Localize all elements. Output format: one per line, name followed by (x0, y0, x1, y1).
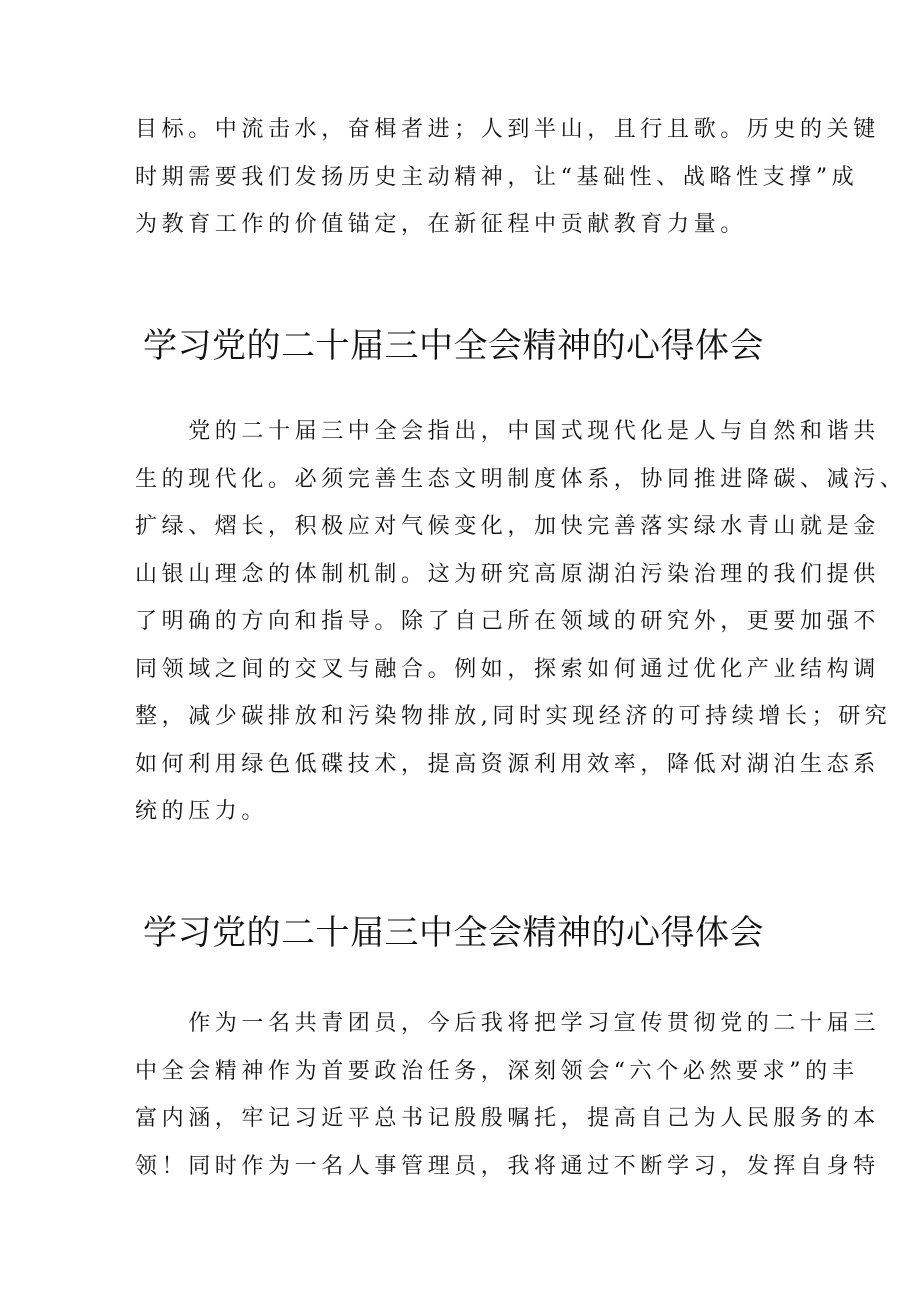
paragraph-line: 整，减少碳排放和污染物排放,同时实现经济的可持续增长；研究 (135, 704, 892, 729)
section-heading: 学习党的二十届三中全会精神的心得体会 (143, 913, 764, 953)
paragraph-line: 生的现代化。必须完善生态文明制度体系，协同推进降碳、减污、 (135, 466, 907, 492)
paragraph-line: 领！同时作为一名人事管理员，我将通过不断学习，发挥自身特 (135, 1153, 880, 1179)
paragraph-line: 作为一名共青团员，今后我将把学习宣传贯彻党的二十届三 (135, 1011, 880, 1036)
paragraph-line: 如何利用绿色低碟技术，提高资源利用效率，降低对湖泊生态系 (135, 751, 880, 777)
paragraph-line: 统的压力。 (135, 799, 269, 824)
section-paragraph (135, 408, 907, 836)
paragraph-line: 时期需要我们发扬历史主动精神，让“基础性、战略性支撑”成 (135, 164, 859, 190)
paragraph-line: 富内涵，牢记习近平总书记殷殷嘱托，提高自己为人民服务的本 (135, 1106, 880, 1131)
paragraph-line: 中全会精神作为首要政治任务，深刻领会“六个必然要求”的丰 (135, 1058, 859, 1084)
section-paragraph (135, 1000, 880, 1190)
top-paragraph (135, 106, 880, 249)
paragraph-line: 扩绿、熠长，积极应对气候变化，加快完善落实绿水青山就是金 (135, 514, 880, 539)
paragraph-line: 为教育工作的价值锚定，在新征程中贡献教育力量。 (135, 212, 747, 237)
paragraph-line: 目标。中流击水，奋楫者进；人到半山，且行且歌。历史的关键 (135, 117, 880, 142)
paragraph-line: 党的二十届三中全会指出，中国式现代化是人与自然和谐共 (135, 419, 880, 444)
paragraph-line: 了明确的方向和指导。除了自己所在领域的研究外，更要加强不 (135, 609, 880, 634)
paragraph-line: 山银山理念的体制机制。这为研究高原湖泊污染治理的我们提供 (135, 561, 880, 587)
paragraph-line: 同领域之间的交叉与融合。例如，探索如何通过优化产业结构调 (135, 656, 880, 682)
section-heading: 学习党的二十届三中全会精神的心得体会 (143, 326, 764, 366)
